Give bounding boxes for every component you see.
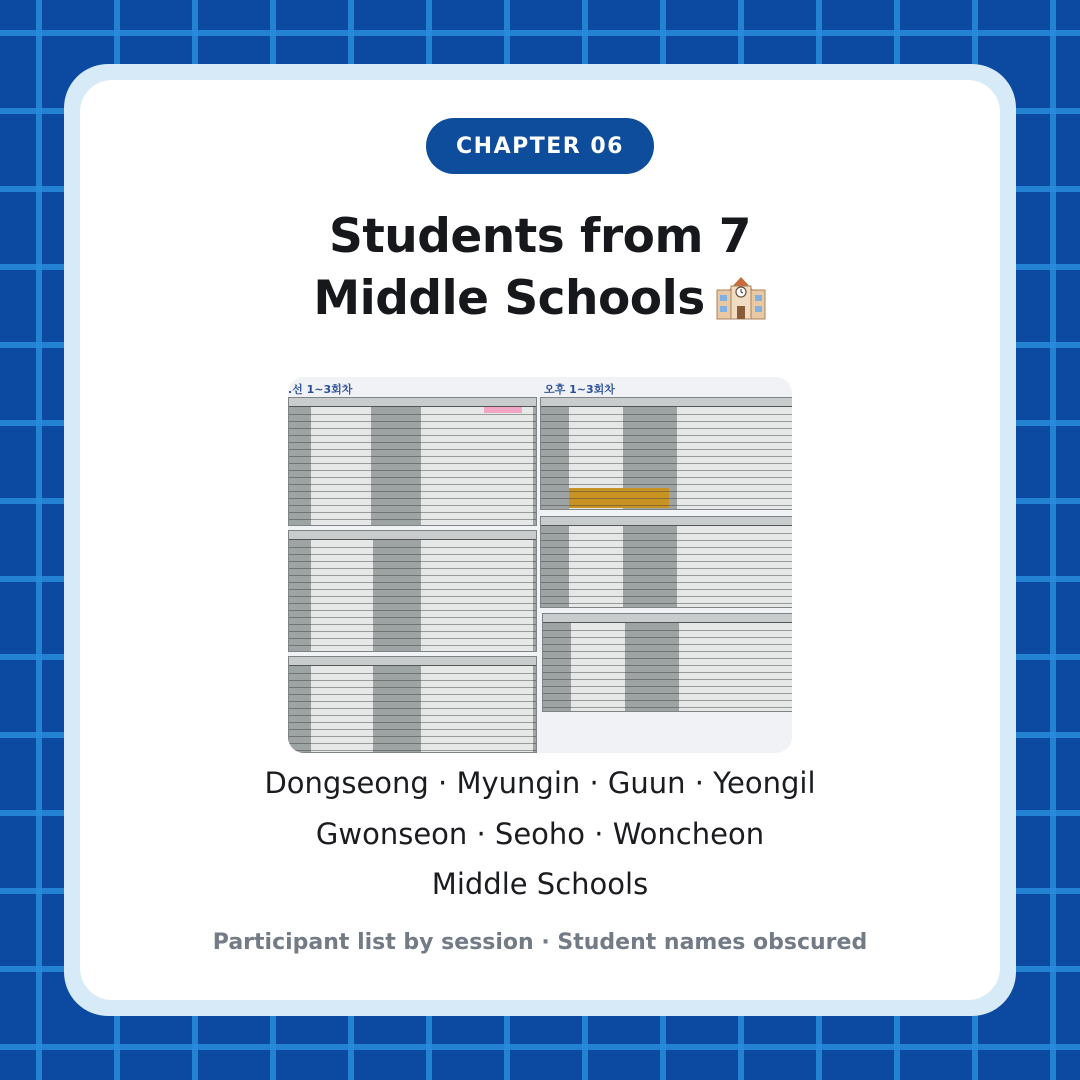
table-row-line: [289, 596, 536, 597]
table-row-line: [289, 470, 536, 471]
title-line-2: [180, 268, 900, 330]
table-row-line: [543, 693, 792, 694]
session-sheet-morning-2: [288, 530, 537, 652]
table-row-line: [289, 449, 536, 450]
table-row-line: [541, 442, 792, 443]
school-list-line-3: Middle Schools: [431, 867, 649, 901]
table-row-line: [289, 498, 536, 499]
table-row-line: [543, 686, 792, 687]
table-row-line: [541, 477, 792, 478]
table-row-line: [289, 631, 536, 632]
afternoon-sessions-title: 오후 1~3회차: [544, 383, 615, 396]
footnote: Participant list by session · Student names obscured: [212, 930, 868, 955]
table-row-line: [543, 679, 792, 680]
page-title: [180, 206, 900, 330]
table-row-line: [289, 428, 536, 429]
table-row-line: [289, 435, 536, 436]
table-row-line: [543, 630, 792, 631]
table-row-line: [289, 561, 536, 562]
table-row-line: [541, 456, 792, 457]
chapter-badge: CHAPTER 06: [426, 118, 654, 174]
table-row-line: [541, 547, 792, 548]
table-row-line: [289, 750, 536, 751]
table-row-line: [541, 470, 792, 471]
table-row-line: [289, 442, 536, 443]
table-row-line: [289, 547, 536, 548]
table-row-line: [289, 505, 536, 506]
table-row-line: [543, 665, 792, 666]
school-list-line-1: Dongseong · Myungin · Guun · Yeongil: [264, 766, 816, 800]
table-row-line: [289, 414, 536, 415]
session-sheet-afternoon-3: [542, 613, 792, 712]
table-row-line: [541, 449, 792, 450]
table-row-line: [289, 575, 536, 576]
table-row-line: [541, 568, 792, 569]
title-line-1: Students from 7: [328, 209, 752, 264]
table-row-line: [543, 707, 792, 708]
school-building-icon: [715, 274, 767, 320]
table-row-line: [289, 729, 536, 730]
table-row-line: [541, 603, 792, 604]
participant-list-photo: [288, 377, 792, 753]
table-row-line: [289, 708, 536, 709]
table-row-line: [541, 498, 792, 499]
table-row-line: [289, 554, 536, 555]
table-row-line: [541, 596, 792, 597]
table-row-line: [541, 582, 792, 583]
table-row-line: [541, 428, 792, 429]
table-row-line: [289, 519, 536, 520]
table-row-line: [541, 463, 792, 464]
table-row-line: [541, 435, 792, 436]
table-row-line: [289, 512, 536, 513]
table-row-line: [289, 736, 536, 737]
table-row-line: [543, 644, 792, 645]
table-row-line: [289, 421, 536, 422]
table-row-line: [289, 687, 536, 688]
table-row-line: [541, 589, 792, 590]
table-row-line: [541, 414, 792, 415]
table-row-line: [543, 637, 792, 638]
table-row-line: [543, 658, 792, 659]
table-row-line: [289, 722, 536, 723]
table-row-line: [289, 701, 536, 702]
table-row-line: [289, 694, 536, 695]
table-row-line: [289, 603, 536, 604]
table-row-line: [543, 651, 792, 652]
table-row-line: [541, 561, 792, 562]
table-row-line: [289, 582, 536, 583]
table-row-line: [543, 672, 792, 673]
session-sheet-morning-1: [288, 397, 537, 526]
table-row-line: [289, 638, 536, 639]
table-row-line: [541, 491, 792, 492]
table-row-line: [289, 477, 536, 478]
table-row-line: [541, 575, 792, 576]
title-line-2-text: Middle Schools: [313, 271, 705, 326]
session-sheet-afternoon-1: [540, 397, 792, 510]
table-row-line: [289, 456, 536, 457]
table-row-line: [289, 645, 536, 646]
morning-sessions-title: .선 1~3회차: [288, 383, 353, 396]
table-row-line: [289, 463, 536, 464]
table-row-line: [543, 700, 792, 701]
table-row-line: [289, 617, 536, 618]
table-row-line: [289, 715, 536, 716]
table-row-line: [289, 743, 536, 744]
table-row-line: [541, 533, 792, 534]
table-row-line: [289, 624, 536, 625]
table-row-line: [289, 589, 536, 590]
school-list: [180, 758, 900, 910]
session-sheet-morning-3: [288, 656, 537, 753]
table-row-line: [289, 568, 536, 569]
school-list-line-2: Gwonseon · Seoho · Woncheon: [315, 816, 765, 851]
table-row-line: [541, 421, 792, 422]
table-row-line: [289, 484, 536, 485]
table-row-line: [541, 484, 792, 485]
table-row-line: [289, 680, 536, 681]
table-row-line: [289, 491, 536, 492]
table-row-line: [289, 610, 536, 611]
session-sheet-afternoon-2: [540, 516, 792, 608]
table-row-line: [541, 554, 792, 555]
table-row-line: [541, 540, 792, 541]
table-row-line: [541, 505, 792, 506]
table-row-line: [289, 673, 536, 674]
